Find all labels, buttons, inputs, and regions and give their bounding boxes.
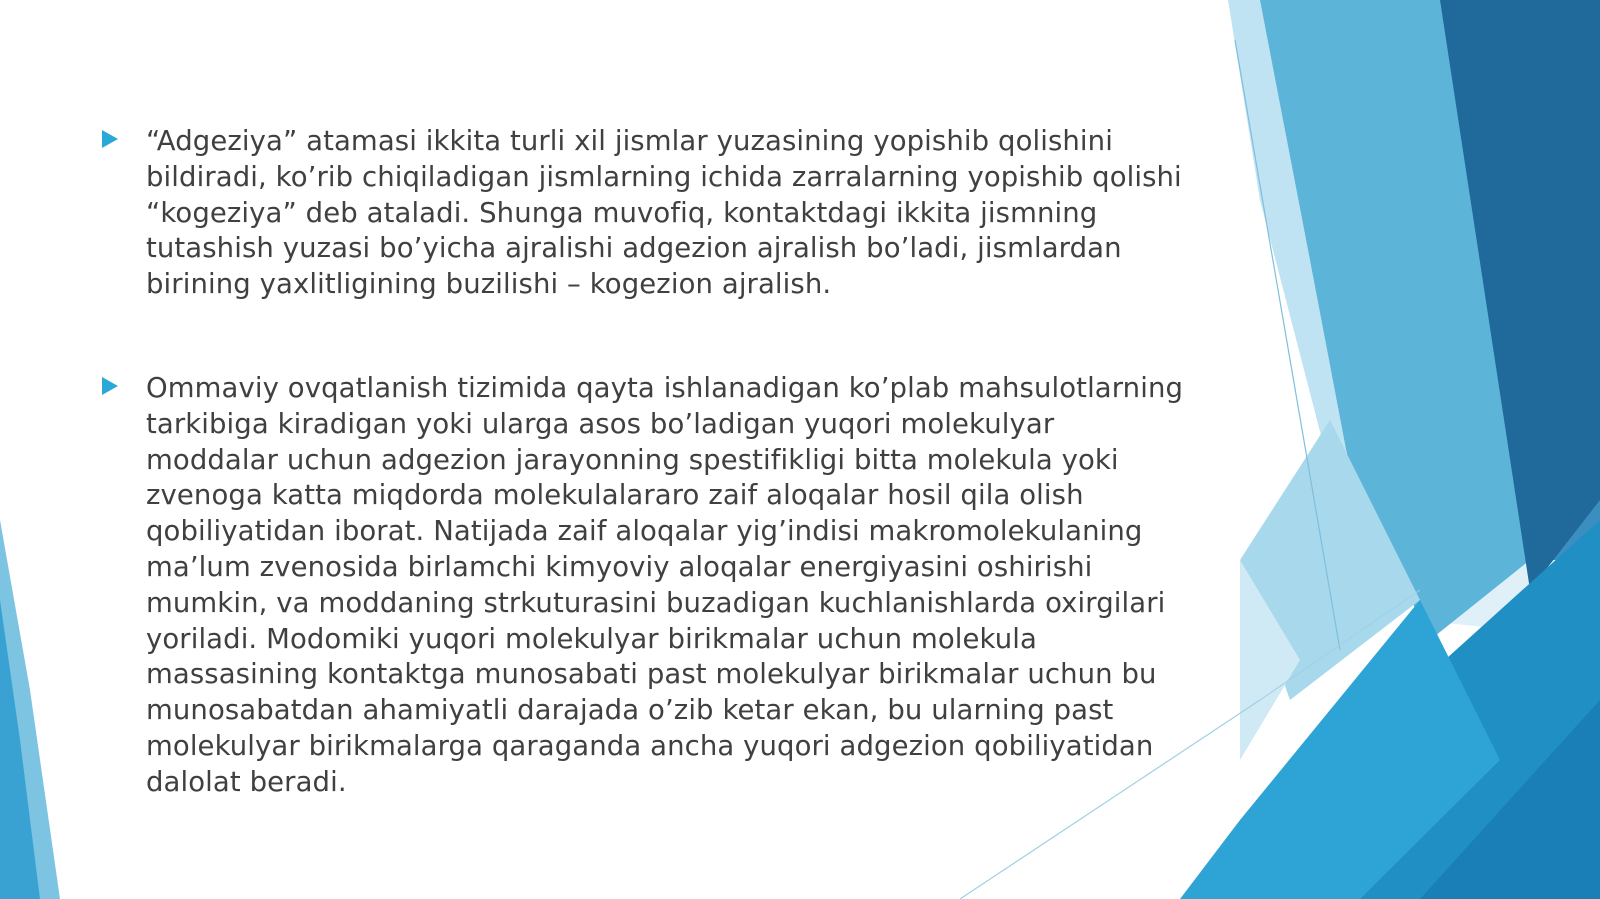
bullet-item-adgeziya [100,124,1210,303]
bullet-arrow-icon [102,130,118,148]
bullet-list [100,124,1210,869]
bullet-text: Ommaviy ovqatlanish tizimida qayta ishlanadigan ko’plab mahsulotlarning tarkibiga kiradigan yoki ularga asos bo’ladigan yuqori molekulyar moddalar uchun adgezion jarayonning spestifikligi bitta molekula yoki zvenoga katta miqdorda molekulalararo zaif aloqalar hosil qila olish qobiliyatidan iborat. Natijada zaif aloqalar yig’indisi makromolekulaning ma’lum zvenosida birlamchi kimyoviy aloqalar energiyasini oshirishi mumkin, va moddaning strkuturasini buzadigan kuchlanishlarda oxirgilari yoriladi. Modomiki yuqori molekulyar birikmalar uchun molekula massasining kontaktga munosabati past molekulyar birikmalar uchun bu munosabatdan ahamiyatli darajada o’zib ketar ekan, bu ularning past molekulyar birikmalarga qaraganda ancha yuqori adgezion qobiliyatidan dalolat beradi. [146,371,1184,798]
bullet-item-ommaviy [100,371,1210,801]
bullet-text: “Adgeziya” atamasi ikkita turli xil jismlar yuzasining yopishib qolishini bildiradi, ko’rib chiqiladigan jismlarning ichida zarralarning yopishib qolishi “kogeziya” deb ataladi. Shunga muvofiq, kontaktdagi ikkita jismning tutashish yuzasi bo’yicha ajralishi adgezion ajralish bo’ladi, jismlardan birining yaxlitligining buzilishi – kogezion ajralish. [146,125,1182,301]
bullet-arrow-icon [102,377,118,395]
